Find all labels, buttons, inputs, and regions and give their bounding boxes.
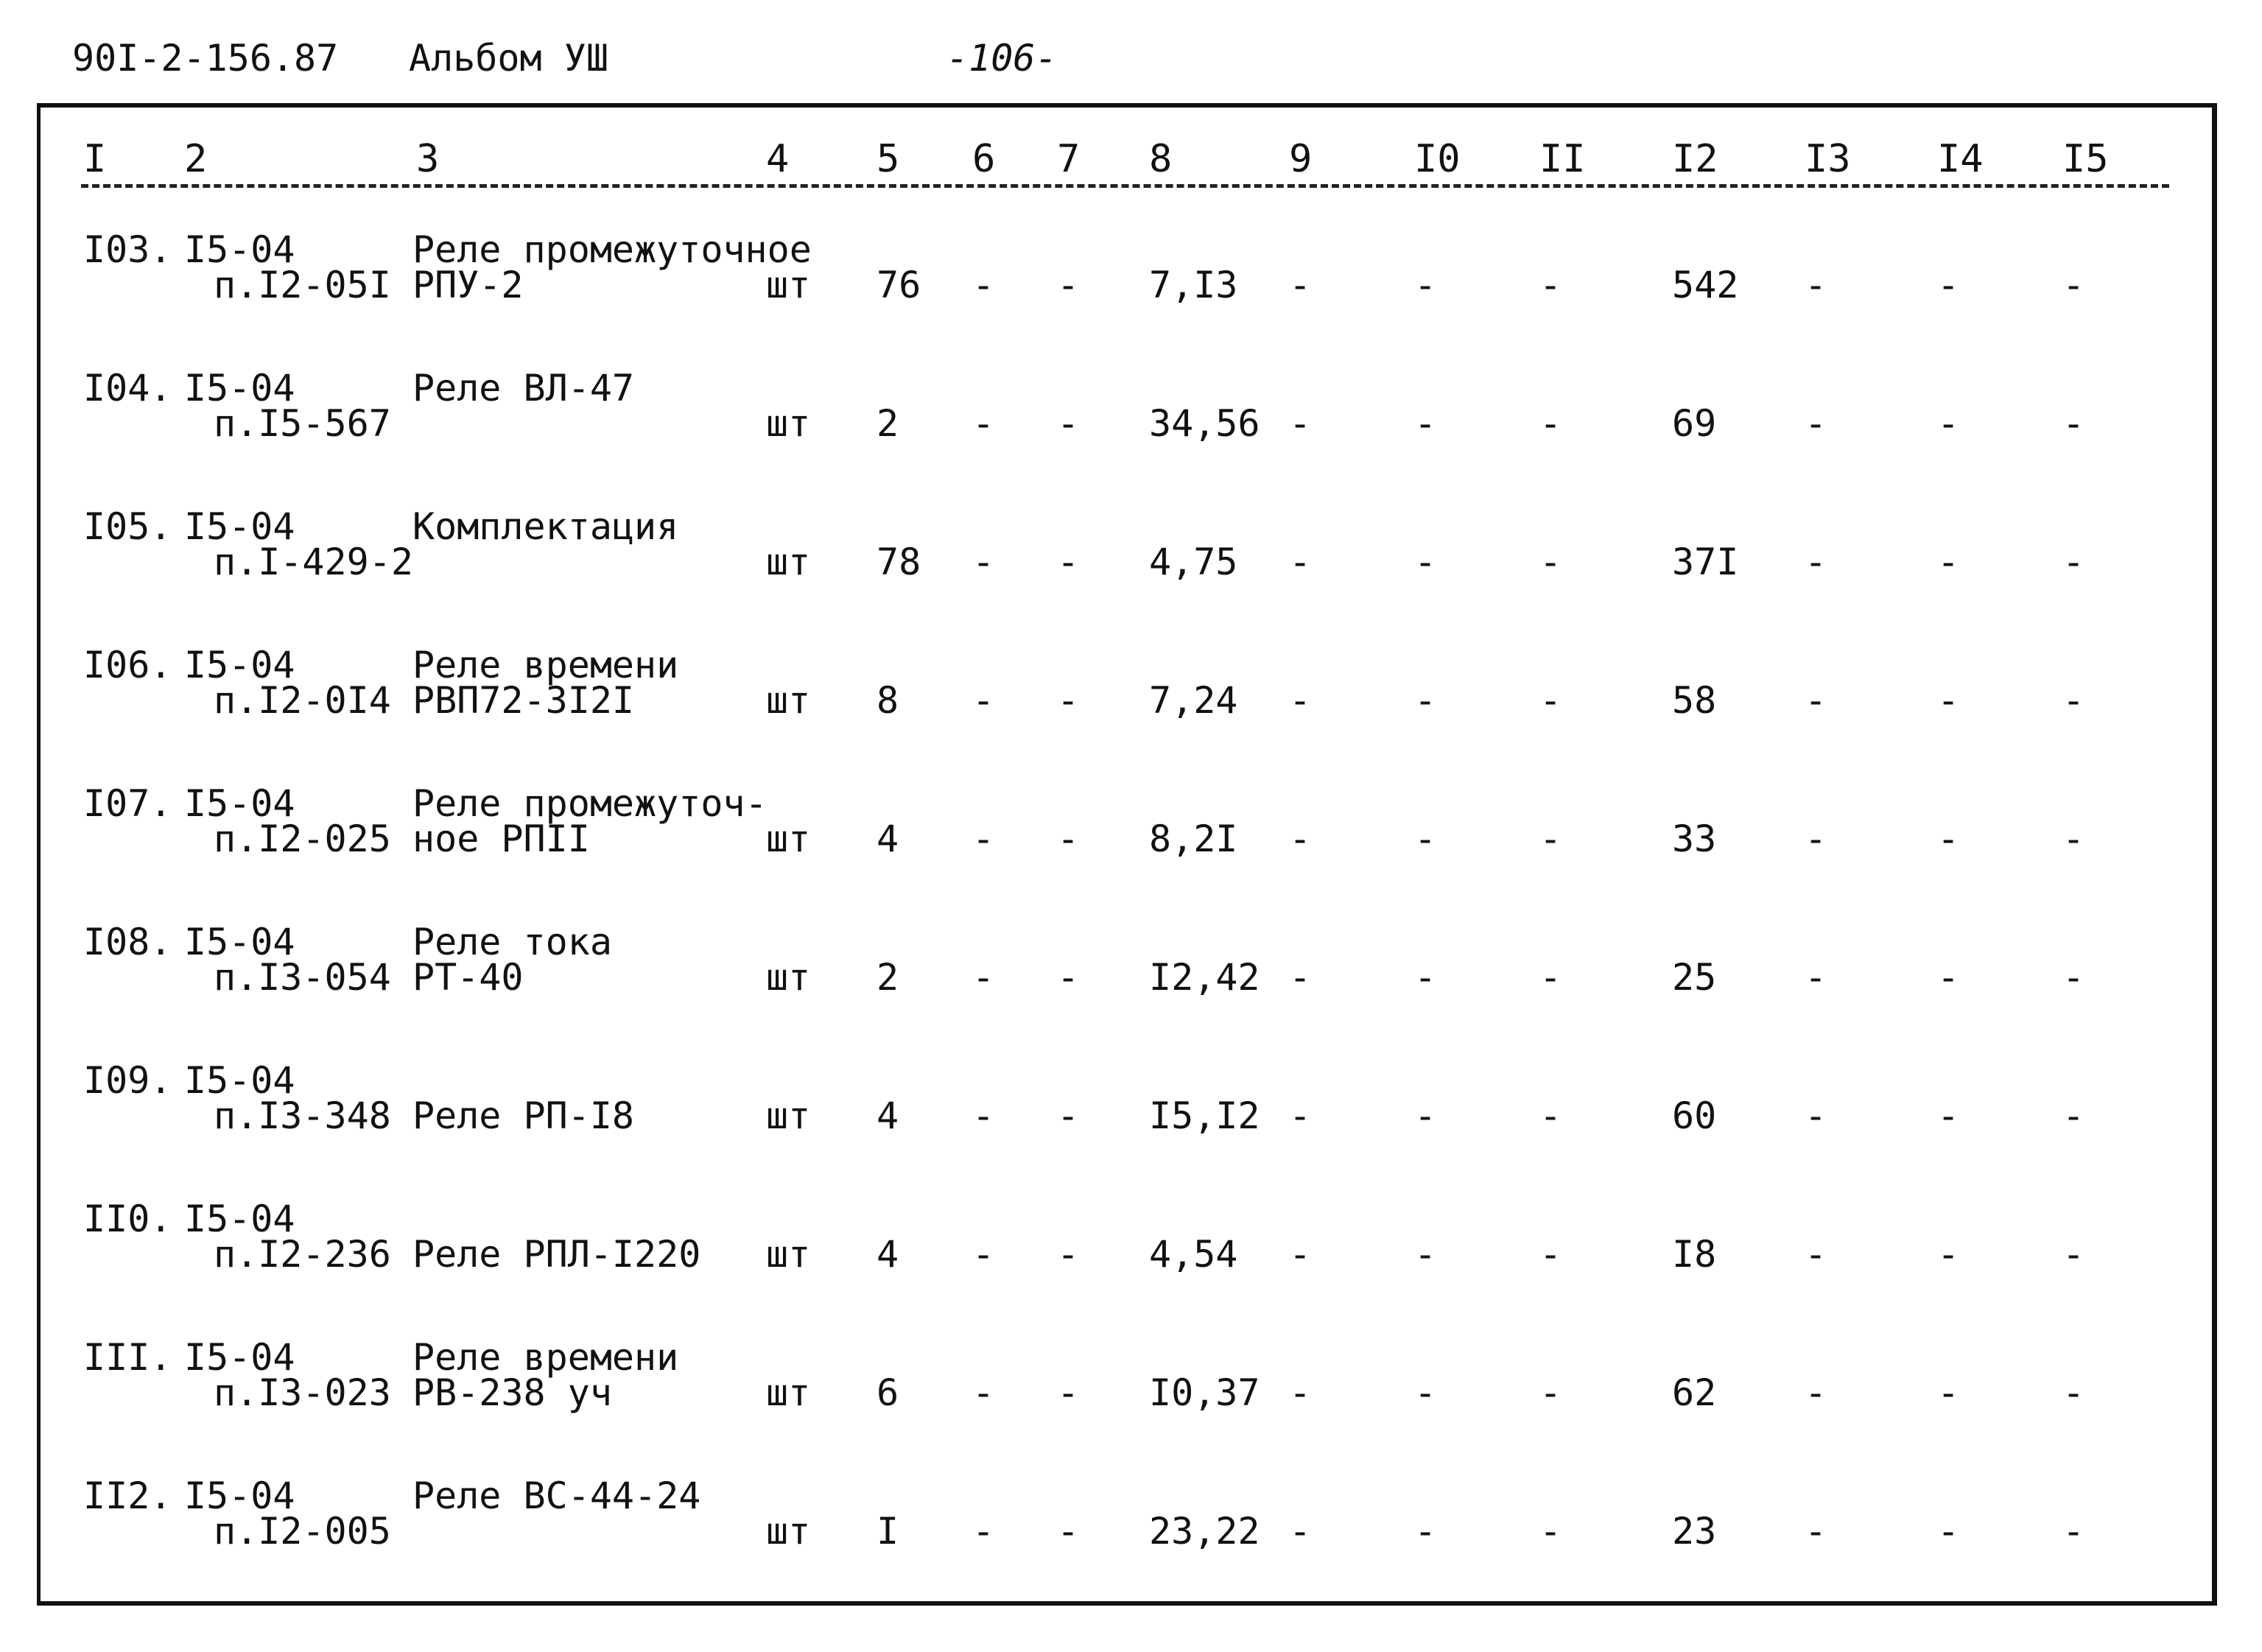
col14-cell: -	[1937, 1510, 1960, 1553]
item-code: I5-04	[184, 921, 295, 963]
page-number: -106-	[946, 37, 1058, 80]
table-row	[41, 367, 2212, 510]
col6-cell: -	[972, 1233, 995, 1276]
item-code-subline: п.I2-05I	[214, 264, 391, 306]
unit-cell: шт	[766, 1094, 811, 1137]
col15-cell: -	[2062, 1094, 2085, 1137]
col11-cell: -	[1539, 264, 1562, 306]
col8-cell: 7,24	[1149, 679, 1238, 722]
col9-cell: -	[1289, 1510, 1312, 1553]
column-number: 8	[1149, 137, 1173, 181]
col7-cell: -	[1057, 1094, 1080, 1137]
table-row	[41, 644, 2212, 787]
col6-cell: -	[972, 818, 995, 860]
unit-cell: шт	[766, 1510, 811, 1553]
col14-cell: -	[1937, 1094, 1960, 1137]
column-number-row	[41, 108, 2212, 196]
row-number: I03.	[83, 228, 172, 271]
item-code: I5-04	[184, 1059, 295, 1102]
col11-cell: -	[1539, 679, 1562, 722]
row-number: II0.	[83, 1198, 172, 1240]
col6-cell: -	[972, 1510, 995, 1553]
col11-cell: -	[1539, 1371, 1562, 1414]
quantity-cell: 78	[877, 541, 921, 583]
quantity-cell: 76	[877, 264, 921, 306]
col13-cell: -	[1805, 1371, 1827, 1414]
col8-cell: 23,22	[1149, 1510, 1260, 1553]
column-number: 4	[766, 137, 790, 181]
col10-cell: -	[1414, 679, 1437, 722]
column-number: I3	[1805, 137, 1851, 181]
col8-cell: I0,37	[1149, 1371, 1260, 1414]
row-number: I07.	[83, 782, 172, 825]
col6-cell: -	[972, 956, 995, 999]
col8-cell: 7,I3	[1149, 264, 1238, 306]
col13-cell: -	[1805, 1233, 1827, 1276]
column-number: 6	[972, 137, 996, 181]
col9-cell: -	[1289, 1233, 1312, 1276]
item-name: Реле ВС-44-24	[412, 1475, 701, 1517]
table-row	[41, 921, 2212, 1064]
col9-cell: -	[1289, 264, 1312, 306]
col8-cell: 34,56	[1149, 402, 1260, 445]
col8-cell: 4,54	[1149, 1233, 1238, 1276]
col12-cell: 69	[1672, 402, 1717, 445]
col12-cell: 37I	[1672, 541, 1739, 583]
col8-cell: 8,2I	[1149, 818, 1238, 860]
col13-cell: -	[1805, 956, 1827, 999]
col14-cell: -	[1937, 402, 1960, 445]
column-number: I5	[2062, 137, 2109, 181]
col10-cell: -	[1414, 264, 1437, 306]
item-code: I5-04	[184, 1336, 295, 1379]
item-name: Реле времени	[412, 644, 679, 686]
table-row	[41, 505, 2212, 648]
col10-cell: -	[1414, 818, 1437, 860]
col10-cell: -	[1414, 1371, 1437, 1414]
col7-cell: -	[1057, 402, 1080, 445]
col7-cell: -	[1057, 264, 1080, 306]
quantity-cell: 6	[877, 1371, 899, 1414]
item-code: I5-04	[184, 1475, 295, 1517]
col10-cell: -	[1414, 956, 1437, 999]
col13-cell: -	[1805, 402, 1827, 445]
item-name-subline: Реле РПЛ-I220	[412, 1233, 701, 1276]
col10-cell: -	[1414, 1233, 1437, 1276]
column-number: 2	[184, 137, 208, 181]
col13-cell: -	[1805, 1094, 1827, 1137]
col13-cell: -	[1805, 1510, 1827, 1553]
item-name-subline: РВП72-3I2I	[412, 679, 635, 722]
col9-cell: -	[1289, 541, 1312, 583]
col13-cell: -	[1805, 541, 1827, 583]
col6-cell: -	[972, 679, 995, 722]
unit-cell: шт	[766, 1233, 811, 1276]
row-number: I04.	[83, 367, 172, 410]
unit-cell: шт	[766, 956, 811, 999]
col11-cell: -	[1539, 1094, 1562, 1137]
col11-cell: -	[1539, 1233, 1562, 1276]
col12-cell: 62	[1672, 1371, 1717, 1414]
col14-cell: -	[1937, 1233, 1960, 1276]
table-row	[41, 1477, 2212, 1617]
table-row	[41, 228, 2212, 371]
col14-cell: -	[1937, 1371, 1960, 1414]
item-code: I5-04	[184, 782, 295, 825]
item-code: I5-04	[184, 505, 295, 548]
col6-cell: -	[972, 541, 995, 583]
quantity-cell: I	[877, 1510, 899, 1553]
item-code: I5-04	[184, 1198, 295, 1240]
col15-cell: -	[2062, 818, 2085, 860]
item-code: I5-04	[184, 228, 295, 271]
col7-cell: -	[1057, 956, 1080, 999]
col7-cell: -	[1057, 541, 1080, 583]
col15-cell: -	[2062, 541, 2085, 583]
col15-cell: -	[2062, 402, 2085, 445]
col12-cell: 58	[1672, 679, 1717, 722]
item-name-subline: Реле РП-I8	[412, 1094, 635, 1137]
col6-cell: -	[972, 1094, 995, 1137]
item-code: I5-04	[184, 367, 295, 410]
quantity-cell: 4	[877, 1094, 899, 1137]
unit-cell: шт	[766, 402, 811, 445]
item-name: Реле времени	[412, 1336, 679, 1379]
col6-cell: -	[972, 1371, 995, 1414]
col10-cell: -	[1414, 402, 1437, 445]
col15-cell: -	[2062, 1510, 2085, 1553]
item-name: Реле промежуточ-	[412, 782, 768, 825]
column-number: 9	[1289, 137, 1313, 181]
col13-cell: -	[1805, 818, 1827, 860]
column-number: 5	[877, 137, 900, 181]
col9-cell: -	[1289, 679, 1312, 722]
quantity-cell: 8	[877, 679, 899, 722]
col11-cell: -	[1539, 1510, 1562, 1553]
col7-cell: -	[1057, 1510, 1080, 1553]
col9-cell: -	[1289, 956, 1312, 999]
item-name-subline: ное РПII	[412, 818, 590, 860]
item-name: Реле тока	[412, 921, 612, 963]
item-code-subline: п.I3-348	[214, 1094, 391, 1137]
column-number: I0	[1414, 137, 1461, 181]
column-number: I2	[1672, 137, 1718, 181]
col14-cell: -	[1937, 541, 1960, 583]
col8-cell: I5,I2	[1149, 1094, 1260, 1137]
header-rule	[81, 184, 2169, 188]
col7-cell: -	[1057, 679, 1080, 722]
item-code-subline: п.I-429-2	[214, 541, 413, 583]
column-number: I4	[1937, 137, 1984, 181]
unit-cell: шт	[766, 818, 811, 860]
item-code-subline: п.I3-054	[214, 956, 391, 999]
table-row	[41, 782, 2212, 925]
unit-cell: шт	[766, 1371, 811, 1414]
unit-cell: шт	[766, 679, 811, 722]
item-name: Реле промежуточное	[412, 228, 812, 271]
col12-cell: 542	[1672, 264, 1739, 306]
col10-cell: -	[1414, 1094, 1437, 1137]
quantity-cell: 2	[877, 402, 899, 445]
column-number: 7	[1057, 137, 1081, 181]
col7-cell: -	[1057, 818, 1080, 860]
table-row	[41, 1059, 2212, 1202]
col9-cell: -	[1289, 402, 1312, 445]
item-name: Комплектация	[412, 505, 679, 548]
col8-cell: I2,42	[1149, 956, 1260, 999]
item-name-subline: РТ-40	[412, 956, 524, 999]
col14-cell: -	[1937, 818, 1960, 860]
row-number: II2.	[83, 1475, 172, 1517]
col12-cell: 33	[1672, 818, 1717, 860]
col13-cell: -	[1805, 264, 1827, 306]
col7-cell: -	[1057, 1233, 1080, 1276]
item-code-subline: п.I2-005	[214, 1510, 391, 1553]
unit-cell: шт	[766, 541, 811, 583]
document-code: 90I-2-156.87	[72, 37, 339, 80]
col12-cell: 25	[1672, 956, 1717, 999]
column-number: II	[1539, 137, 1586, 181]
unit-cell: шт	[766, 264, 811, 306]
col9-cell: -	[1289, 818, 1312, 860]
col15-cell: -	[2062, 956, 2085, 999]
col12-cell: 23	[1672, 1510, 1717, 1553]
column-number: 3	[416, 137, 440, 181]
col6-cell: -	[972, 402, 995, 445]
col9-cell: -	[1289, 1371, 1312, 1414]
table-frame	[37, 103, 2217, 1606]
col15-cell: -	[2062, 679, 2085, 722]
quantity-cell: 4	[877, 1233, 899, 1276]
col14-cell: -	[1937, 679, 1960, 722]
item-code-subline: п.I2-236	[214, 1233, 391, 1276]
col6-cell: -	[972, 264, 995, 306]
item-name-subline: РПУ-2	[412, 264, 524, 306]
row-number: I08.	[83, 921, 172, 963]
col11-cell: -	[1539, 956, 1562, 999]
item-code-subline: п.I5-567	[214, 402, 391, 445]
col10-cell: -	[1414, 541, 1437, 583]
row-number: I05.	[83, 505, 172, 548]
col12-cell: I8	[1672, 1233, 1717, 1276]
col10-cell: -	[1414, 1510, 1437, 1553]
item-code: I5-04	[184, 644, 295, 686]
item-name-subline: РВ-238 уч	[412, 1371, 612, 1414]
col11-cell: -	[1539, 541, 1562, 583]
col13-cell: -	[1805, 679, 1827, 722]
item-name: Реле ВЛ-47	[412, 367, 635, 410]
quantity-cell: 2	[877, 956, 899, 999]
col15-cell: -	[2062, 1371, 2085, 1414]
row-number: I06.	[83, 644, 172, 686]
col12-cell: 60	[1672, 1094, 1717, 1137]
col7-cell: -	[1057, 1371, 1080, 1414]
col11-cell: -	[1539, 818, 1562, 860]
col11-cell: -	[1539, 402, 1562, 445]
quantity-cell: 4	[877, 818, 899, 860]
row-number: I09.	[83, 1059, 172, 1102]
item-code-subline: п.I2-0I4	[214, 679, 391, 722]
column-number: I	[83, 137, 107, 181]
col8-cell: 4,75	[1149, 541, 1238, 583]
col14-cell: -	[1937, 956, 1960, 999]
row-number: III.	[83, 1336, 172, 1379]
album-label: Альбом УШ	[409, 37, 608, 80]
table-row	[41, 1198, 2212, 1340]
col15-cell: -	[2062, 1233, 2085, 1276]
col14-cell: -	[1937, 264, 1960, 306]
item-code-subline: п.I3-023	[214, 1371, 391, 1414]
table-row	[41, 1336, 2212, 1479]
col9-cell: -	[1289, 1094, 1312, 1137]
item-code-subline: п.I2-025	[214, 818, 391, 860]
col15-cell: -	[2062, 264, 2085, 306]
